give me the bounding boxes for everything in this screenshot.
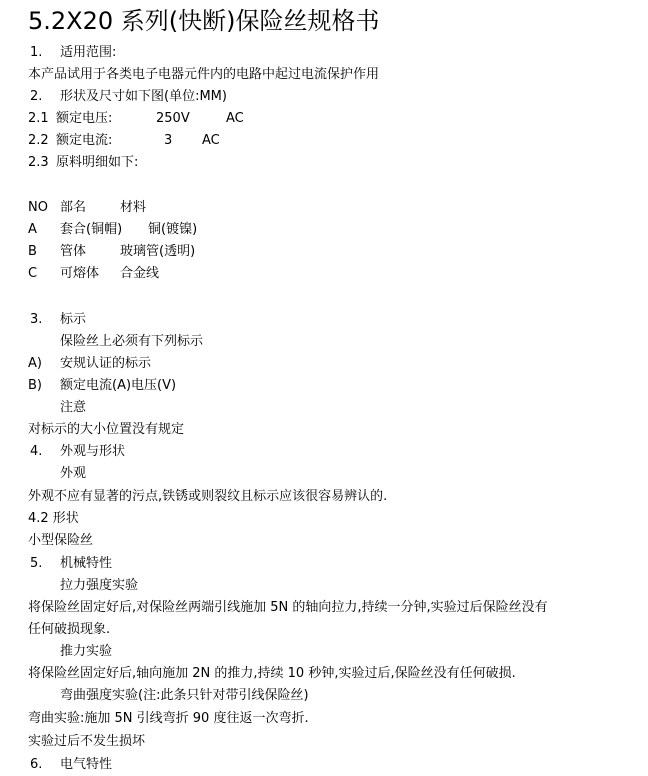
section-number: 4.: [30, 444, 43, 459]
section-title: 外观与形状: [60, 444, 126, 459]
marking-requirement: 保险丝上必须有下列标示: [60, 334, 204, 349]
bending-test-result: 实验过后不发生损坏: [28, 734, 146, 749]
row-material: 玻璃管(透明): [120, 244, 196, 259]
section-title: 电气特性: [60, 757, 113, 772]
shape-label: 4.2 形状: [28, 511, 79, 526]
section-4-heading: [30, 443, 126, 461]
item-letter: A): [28, 356, 42, 371]
note-label: 注意: [60, 400, 87, 415]
row-no: C: [28, 266, 38, 281]
rated-current-unit: AC: [202, 133, 220, 148]
shape-description: 小型保险丝: [28, 533, 94, 548]
note-text: 对标示的大小位置没有规定: [28, 422, 185, 437]
appearance-label: 外观: [60, 466, 87, 481]
section-number: 2.: [30, 89, 43, 104]
section-1-heading: [30, 44, 117, 62]
tensile-test-label: 拉力强度实验: [60, 578, 139, 593]
header-no: NO: [28, 200, 48, 215]
section-2-heading: [30, 88, 227, 106]
item-text: 额定电流(A)电压(V): [60, 378, 177, 393]
section-number: 3.: [30, 312, 43, 327]
section-number: 2.3: [28, 155, 49, 170]
push-test-description: 将保险丝固定好后,轴向施加 2N 的推力,持续 10 秒钟,实验过后,保险丝没有任何破损.: [28, 666, 516, 681]
bending-test-label: 弯曲强度实验(注:此条只针对带引线保险丝): [60, 688, 309, 703]
row-part: 可熔体: [60, 266, 100, 281]
rated-voltage-value: 250V: [156, 111, 190, 126]
item-text: 安规认证的标示: [60, 356, 152, 371]
rated-current-label: 额定电流:: [56, 133, 113, 148]
rated-current-value: 3: [164, 133, 173, 148]
header-material: 材料: [120, 200, 147, 215]
section-6-heading: [30, 756, 113, 774]
document-title: 5.2X20 系列(快断)保险丝规格书: [28, 7, 380, 35]
header-part: 部名: [60, 200, 87, 215]
section-number: 6.: [30, 757, 43, 772]
section-3-heading: [30, 311, 87, 329]
section-number: 2.1: [28, 111, 49, 126]
section-number: 2.2: [28, 133, 49, 148]
row-part: 管体: [60, 244, 87, 259]
row-material: 合金线: [120, 266, 160, 281]
section-title: 机械特性: [60, 556, 113, 571]
rated-voltage-unit: AC: [226, 111, 244, 126]
item-letter: B): [28, 378, 42, 393]
appearance-description: 外观不应有显著的污点,铁锈或则裂纹且标示应该很容易辨认的.: [28, 489, 388, 504]
section-title: 原料明细如下:: [56, 155, 139, 170]
section-1-description: 本产品试用于各类电子电器元件内的电路中起过电流保护作用: [28, 67, 380, 82]
section-title: 适用范围:: [60, 45, 117, 60]
row-no: B: [28, 244, 37, 259]
bending-test-description: 弯曲实验:施加 5N 引线弯折 90 度往返一次弯折.: [28, 711, 309, 726]
section-title: 形状及尺寸如下图(单位:MM): [60, 89, 227, 104]
rated-voltage-label: 额定电压:: [56, 111, 113, 126]
row-part: 套合(铜帽): [60, 222, 123, 237]
row-material: 铜(镀镍): [148, 222, 198, 237]
tensile-test-description-cont: 任何破损现象.: [28, 622, 111, 637]
push-test-label: 推力实验: [60, 644, 113, 659]
row-no: A: [28, 222, 37, 237]
section-number: 5.: [30, 556, 43, 571]
section-number: 1.: [30, 45, 43, 60]
section-title: 标示: [60, 312, 87, 327]
section-5-heading: [30, 555, 113, 573]
tensile-test-description: 将保险丝固定好后,对保险丝两端引线施加 5N 的轴向拉力,持续一分钟,实验过后保险丝没有: [28, 600, 548, 615]
